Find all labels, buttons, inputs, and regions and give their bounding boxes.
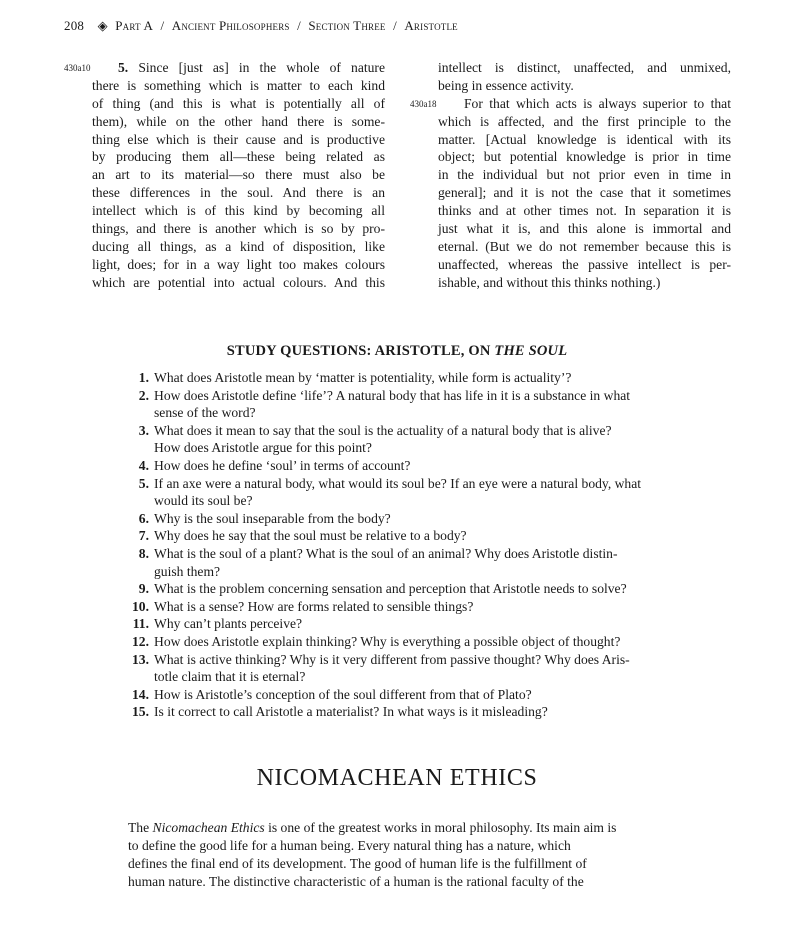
text-line: which are potential into actual colours. And this <box>92 274 385 290</box>
question-number: 7. <box>138 528 149 544</box>
text-line: intellect is distinct, unaffected, and unmixed, <box>438 60 731 75</box>
question-text: What is the soul of a plant? What is the soul of an animal? Why does Aristotle distin- <box>154 545 618 561</box>
text-line: in the individual but not prior even in time in <box>438 167 731 183</box>
header-part: Part A <box>115 18 154 33</box>
text-line: intellect which is of this kind by becoming all <box>92 203 385 219</box>
study-questions-list <box>0 369 794 721</box>
text-line: unaffected, whereas the passive intellect is per- <box>438 256 731 272</box>
study-question <box>0 651 794 669</box>
text-line: eternal. (But we do not remember because this is <box>438 238 731 254</box>
study-question <box>0 422 794 440</box>
study-question <box>0 510 794 528</box>
question-text: totle claim that it is eternal? <box>154 669 306 685</box>
study-question <box>0 615 794 633</box>
header-book: Ancient Philosophers <box>171 18 290 33</box>
study-question <box>0 369 794 387</box>
left-column <box>92 59 385 292</box>
question-text: If an axe were a natural body, what would its soul be? If an eye were a natural body, what <box>154 475 642 491</box>
question-number: 8. <box>138 545 149 561</box>
question-text: What is active thinking? Why is it very different from passive thought? Why does Aris- <box>154 651 630 667</box>
question-text: What is the problem concerning sensation and perception that Aristotle needs to solve? <box>154 581 627 597</box>
text-line: light, does; for in a way light too makes colours <box>92 256 385 272</box>
study-question <box>0 703 794 721</box>
text-line: defines the final end of its development. The good of human life is the fulfillment of <box>128 855 587 871</box>
text-line: by producing them all—these being related as <box>92 149 385 165</box>
question-number: 3. <box>138 422 149 438</box>
study-question-continuation <box>0 668 794 686</box>
question-number: 5. <box>138 475 149 491</box>
text-line: The Nicomachean Ethics is one of the greatest works in moral philosophy. Its main aim is <box>128 820 617 835</box>
header-separator: / <box>160 18 165 33</box>
study-question <box>0 527 794 545</box>
text-line: things, and there is another which is so by pro- <box>92 221 385 237</box>
marginal-reference: 430a10 <box>64 63 91 73</box>
study-question <box>0 457 794 475</box>
header-section: Section Three <box>308 18 386 33</box>
study-question-continuation <box>0 439 794 457</box>
question-number: 15. <box>132 704 149 720</box>
text-line: an art to its material—so there must also be <box>92 167 385 183</box>
question-number: 1. <box>138 370 149 385</box>
text-line: matter. [Actual knowledge is identical with its <box>438 131 731 147</box>
text-line: to define the good life for a human being. Every natural thing has a nature, which <box>128 837 571 853</box>
text-line: which is affected, and the first principle to the <box>438 113 731 129</box>
study-question <box>0 598 794 616</box>
paragraph-number: 5. <box>118 60 129 75</box>
header-separator: / <box>393 18 397 33</box>
section-title: NICOMACHEAN ETHICS <box>256 765 538 791</box>
study-question <box>0 475 794 493</box>
study-question <box>0 545 794 563</box>
question-text: What does Aristotle mean by ‘matter is potentiality, while form is actuality’? <box>154 370 572 385</box>
text-line: object; but potential knowledge is prior in time <box>438 149 731 165</box>
question-number: 11. <box>132 616 149 632</box>
header-chapter: Aristotle <box>404 18 458 33</box>
text-line: For that which acts is always superior to that <box>464 95 731 111</box>
question-number: 13. <box>132 651 149 667</box>
text-line: 5. Since [just as] in the whole of nature <box>118 60 385 75</box>
text-line: them), while on the other hand there is some- <box>92 113 385 129</box>
study-question <box>0 633 794 651</box>
text-line: just what it is, and this alone is immortal and <box>438 221 731 237</box>
question-text: Is it correct to call Aristotle a materialist? In what ways is it misleading? <box>154 704 548 720</box>
right-column <box>438 59 731 292</box>
question-number: 6. <box>138 510 149 526</box>
text-line: being in essence activity. <box>438 77 574 93</box>
question-text: What is a sense? How are forms related to sensible things? <box>154 598 474 614</box>
question-text: What does it mean to say that the soul is the actuality of a natural body that is alive? <box>154 422 612 438</box>
study-question-continuation <box>0 404 794 422</box>
text-line: thinks and at other times not. In separation it is <box>438 203 731 219</box>
intro-paragraph <box>128 819 668 891</box>
text-line: general]; and it is not the case that it sometimes <box>438 185 731 201</box>
header-separator: / <box>297 18 301 33</box>
text-line: thing else which is their cause and is productive <box>92 131 385 147</box>
marginal-reference: 430a18 <box>410 99 437 109</box>
diamond-bullet-icon: ◈ <box>97 18 108 33</box>
page-number: 208 <box>64 18 85 33</box>
text-line: human nature. The distinctive characteristic of a human is the rational faculty of the <box>128 873 584 889</box>
study-question-continuation <box>0 492 794 510</box>
running-header <box>64 18 458 34</box>
question-text: How is Aristotle’s conception of the soul different from that of Plato? <box>154 686 532 702</box>
study-question <box>0 686 794 704</box>
text-line: these differences in the soul. And there is an <box>92 185 385 201</box>
question-text: How does Aristotle argue for this point? <box>154 440 372 456</box>
question-text: Why is the soul inseparable from the body? <box>154 510 391 526</box>
text-line: ducing all things, as a kind of disposition, like <box>92 238 385 254</box>
question-text: sense of the word? <box>154 405 256 421</box>
question-text: guish them? <box>154 563 221 579</box>
question-number: 12. <box>132 633 149 649</box>
question-number: 4. <box>138 457 149 473</box>
study-question <box>0 580 794 598</box>
study-questions-heading: STUDY QUESTIONS: ARISTOTLE, ON THE SOUL <box>226 343 568 359</box>
text-line: there is something which is matter to each kind <box>92 77 385 93</box>
question-number: 10. <box>132 598 149 614</box>
study-question-continuation <box>0 563 794 581</box>
question-number: 9. <box>138 581 149 597</box>
question-text: Why does he say that the soul must be relative to a body? <box>154 528 467 544</box>
question-number: 14. <box>132 686 149 702</box>
text-line: of thing (and this is what is potentially all of <box>92 95 385 111</box>
question-number: 2. <box>138 387 149 403</box>
question-text: would its soul be? <box>154 493 253 509</box>
question-text: How does he define ‘soul’ in terms of account? <box>154 457 411 473</box>
question-text: Why can’t plants perceive? <box>154 616 303 632</box>
study-question <box>0 387 794 405</box>
text-line: ishable, and without this thinks nothing.) <box>438 274 661 290</box>
question-text: How does Aristotle define ‘life’? A natural body that has life in it is a substance in what <box>154 387 631 403</box>
question-text: How does Aristotle explain thinking? Why is everything a possible object of thought? <box>154 633 621 649</box>
